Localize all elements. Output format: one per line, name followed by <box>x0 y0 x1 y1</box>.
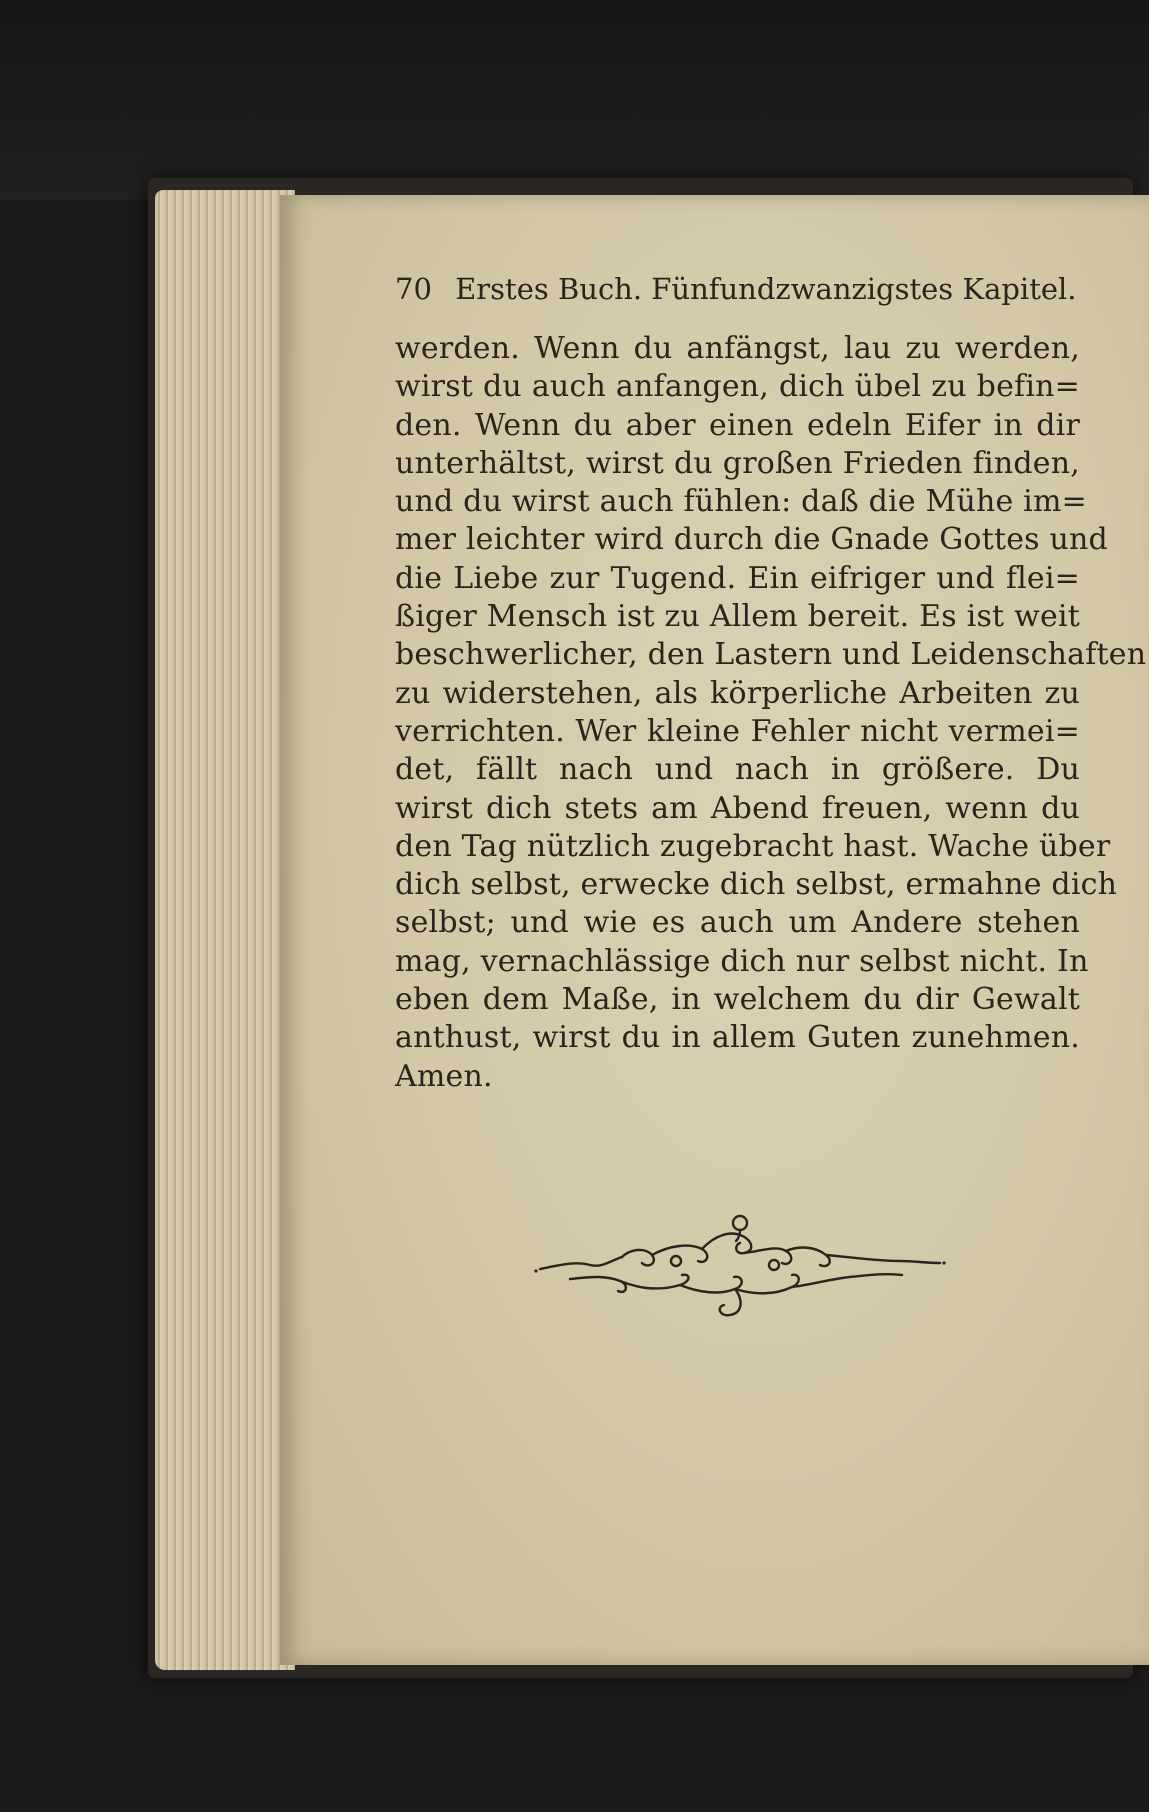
body-text <box>395 330 1147 1096</box>
text-line: den Tag nützlich zugebracht hast. Wache über <box>395 828 1111 864</box>
dark-background <box>0 0 1149 200</box>
running-header <box>395 272 1077 316</box>
text-line: und du wirst auch fühlen: daß die Mühe im= <box>395 484 1087 520</box>
text-line: verrichten. Wer kleine Fehler nicht vermei= <box>395 713 1080 749</box>
text-line: zu widerstehen, als körperliche Arbeiten zu <box>395 675 1080 711</box>
text-line: wirst dich stets am Abend freuen, wenn du <box>395 790 1080 826</box>
text-line: anthust, wirst du in allem Guten zunehmen. <box>395 1020 1080 1056</box>
text-line: det, fällt nach und nach in größere. Du <box>395 752 1080 788</box>
text-line: eben dem Maße, in welchem du dir Gewalt <box>395 982 1080 1018</box>
page-number: 70 <box>395 272 432 306</box>
text-line: ßiger Mensch ist zu Allem bereit. Es ist weit <box>395 599 1080 635</box>
scroll-flourish-icon <box>530 1205 950 1325</box>
text-line: selbst; und wie es auch um Andere stehen <box>395 905 1080 941</box>
text-line: wirst du auch anfangen, dich übel zu befin= <box>395 369 1080 405</box>
text-line: unterhältst, wirst du großen Frieden finden, <box>395 445 1080 481</box>
running-title: Erstes Buch. Fünfundzwanzigstes Kapitel. <box>455 272 1077 306</box>
page-edges <box>155 190 295 1670</box>
text-line: mer leichter wird durch die Gnade Gottes und <box>395 522 1108 558</box>
text-line: werden. Wenn du anfängst, lau zu werden, <box>395 331 1080 366</box>
text-line: die Liebe zur Tugend. Ein eifriger und flei= <box>395 560 1080 596</box>
text-line: mag, vernachlässige dich nur selbst nicht. In <box>395 943 1089 979</box>
text-line: beschwerlicher, den Lastern und Leidenschaften <box>395 637 1147 673</box>
text-line: dich selbst, erwecke dich selbst, ermahne dich <box>395 867 1118 903</box>
text-line: Amen. <box>395 1058 493 1094</box>
text-line: den. Wenn du aber einen edeln Eifer in dir <box>395 407 1080 443</box>
